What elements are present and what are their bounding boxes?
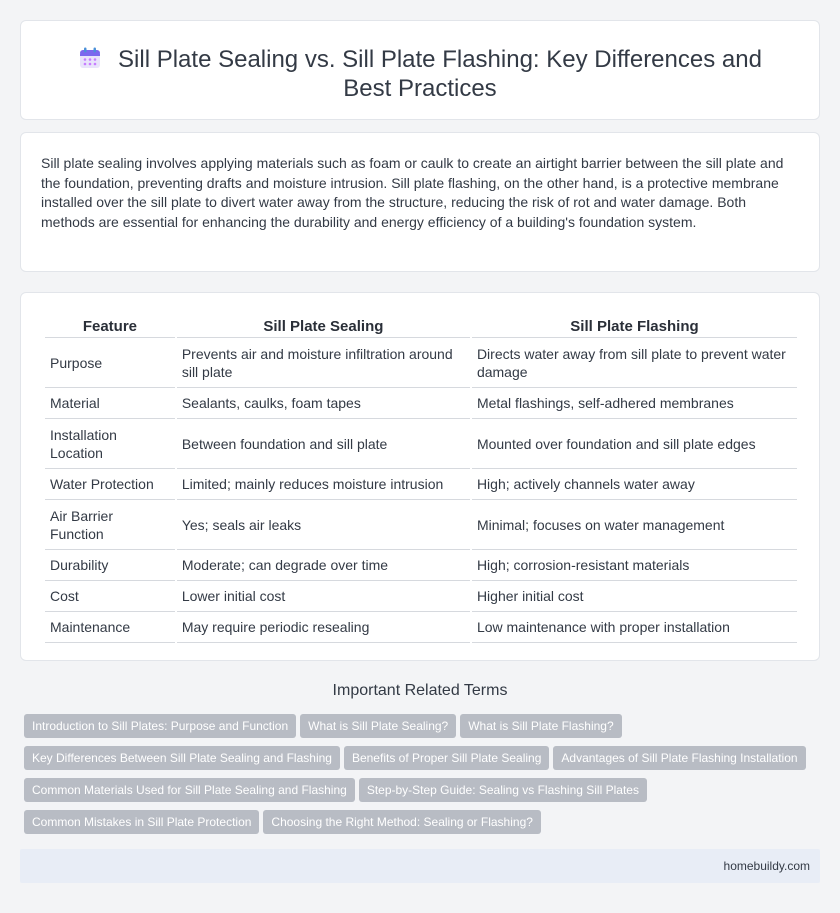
- table-cell-sealing: Moderate; can degrade over time: [177, 550, 470, 581]
- table-cell-flashing: Metal flashings, self-adhered membranes: [472, 388, 797, 419]
- intro-card: [20, 132, 820, 272]
- table-cell-sealing: Yes; seals air leaks: [177, 500, 470, 550]
- footer-site-name[interactable]: homebuildy.com: [723, 859, 810, 873]
- table-cell-feature: Maintenance: [45, 612, 175, 643]
- header-sealing: Sill Plate Sealing: [177, 315, 470, 338]
- related-term-tag[interactable]: Key Differences Between Sill Plate Sealing and Flashing: [24, 746, 340, 770]
- comparison-card: [20, 292, 820, 661]
- table-cell-flashing: High; corrosion-resistant materials: [472, 550, 797, 581]
- related-term-tag[interactable]: What is Sill Plate Sealing?: [300, 714, 456, 738]
- table-cell-sealing: Between foundation and sill plate: [177, 419, 470, 469]
- table-cell-sealing: Sealants, caulks, foam tapes: [177, 388, 470, 419]
- related-term-tag[interactable]: Choosing the Right Method: Sealing or Flashing?: [263, 810, 541, 834]
- header-feature: Feature: [45, 315, 175, 338]
- table-header-row: [45, 315, 797, 338]
- table-cell-flashing: High; actively channels water away: [472, 469, 797, 500]
- title-card: [20, 20, 820, 120]
- related-term-tag[interactable]: Common Mistakes in Sill Plate Protection: [24, 810, 259, 834]
- page-title: Sill Plate Sealing vs. Sill Plate Flashing: Key Differences and Best Practices: [118, 46, 762, 102]
- table-row: [45, 419, 797, 469]
- table-cell-feature: Air Barrier Function: [45, 500, 175, 550]
- table-cell-feature: Water Protection: [45, 469, 175, 500]
- related-term-tag[interactable]: What is Sill Plate Flashing?: [460, 714, 621, 738]
- table-cell-flashing: Low maintenance with proper installation: [472, 612, 797, 643]
- table-cell-flashing: Higher initial cost: [472, 581, 797, 612]
- table-cell-flashing: Directs water away from sill plate to prevent water damage: [472, 338, 797, 388]
- table-cell-feature: Installation Location: [45, 419, 175, 469]
- table-row: [45, 612, 797, 643]
- related-term-tag[interactable]: Common Materials Used for Sill Plate Sealing and Flashing: [24, 778, 355, 802]
- table-row: [45, 500, 797, 550]
- related-term-tag[interactable]: Advantages of Sill Plate Flashing Installation: [553, 746, 805, 770]
- table-row: [45, 388, 797, 419]
- intro-paragraph: Sill plate sealing involves applying materials such as foam or caulk to create an airtight barrier between the sill plate and the foundation, preventing drafts and moisture intrusion. Sill plate flashing, on the other hand, is a protective membrane installed over the sill plate to divert water away from the structure, reducing the risk of rot and water damage. Both methods are essential for enhancing the durability and energy efficiency of a building's foundation system.: [41, 155, 784, 230]
- table-cell-sealing: Limited; mainly reduces moisture intrusion: [177, 469, 470, 500]
- table-cell-flashing: Minimal; focuses on water management: [472, 500, 797, 550]
- table-cell-sealing: Lower initial cost: [177, 581, 470, 612]
- related-term-tag[interactable]: Step-by-Step Guide: Sealing vs Flashing Sill Plates: [359, 778, 647, 802]
- comparison-table: [43, 315, 799, 643]
- table-cell-feature: Material: [45, 388, 175, 419]
- table-row: [45, 338, 797, 388]
- footer: [20, 849, 820, 883]
- table-cell-sealing: Prevents air and moisture infiltration around sill plate: [177, 338, 470, 388]
- table-cell-feature: Cost: [45, 581, 175, 612]
- related-term-tag[interactable]: Introduction to Sill Plates: Purpose and Function: [24, 714, 296, 738]
- table-cell-feature: Purpose: [45, 338, 175, 388]
- calendar-icon: [78, 46, 102, 70]
- related-term-tag[interactable]: Benefits of Proper Sill Plate Sealing: [344, 746, 549, 770]
- header-flashing: Sill Plate Flashing: [472, 315, 797, 338]
- table-cell-sealing: May require periodic resealing: [177, 612, 470, 643]
- page-title-wrap: [21, 45, 819, 103]
- table-row: [45, 469, 797, 500]
- related-terms-title: Important Related Terms: [332, 682, 508, 699]
- related-terms-list: [24, 714, 824, 842]
- table-row: [45, 550, 797, 581]
- table-cell-feature: Durability: [45, 550, 175, 581]
- table-row: [45, 581, 797, 612]
- table-cell-flashing: Mounted over foundation and sill plate edges: [472, 419, 797, 469]
